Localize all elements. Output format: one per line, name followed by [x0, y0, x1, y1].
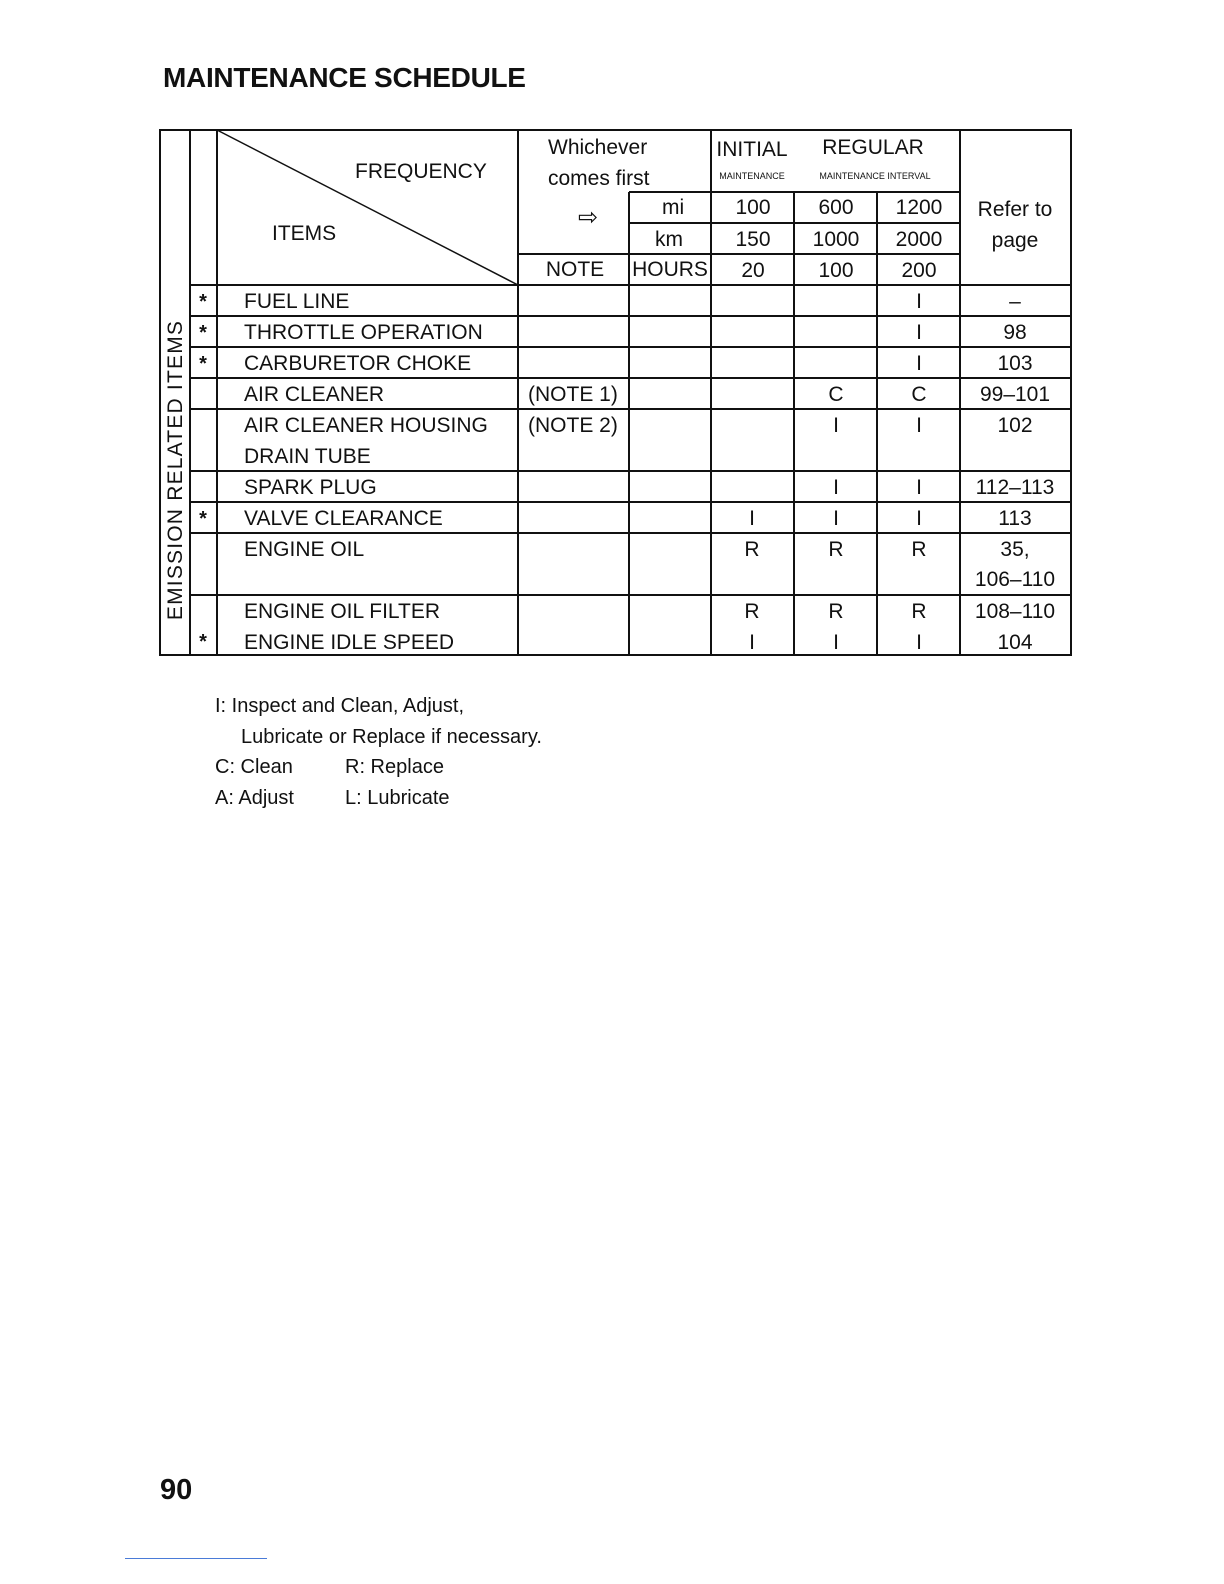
row-page: 102 [997, 414, 1033, 437]
mi-regular-2: 1200 [895, 196, 943, 219]
row-star: * [199, 291, 207, 313]
row-initial: I [749, 631, 755, 654]
comes-first-label: comes first [548, 167, 650, 190]
initial-label: INITIAL [716, 138, 788, 161]
row-item: ENGINE OIL [244, 538, 365, 561]
row-regular-1: I [833, 631, 839, 654]
row-page: 35, [1000, 538, 1030, 561]
row-star: * [199, 631, 207, 653]
row-page: 113 [998, 507, 1032, 530]
unit-mi: mi [662, 196, 685, 219]
hours-regular-1: 100 [818, 259, 854, 282]
row-item: AIR CLEANER [244, 383, 385, 406]
km-initial: 150 [735, 228, 771, 251]
row-regular-1: I [833, 476, 839, 499]
row-item: CARBURETOR CHOKE [244, 352, 472, 375]
row-note: (NOTE 1) [528, 383, 618, 406]
row-initial: I [749, 507, 755, 530]
page-label: page [991, 229, 1039, 252]
row-page: 98 [1003, 321, 1027, 344]
legend-inspect: I: Inspect and Clean, Adjust, [215, 695, 465, 717]
items-label: ITEMS [272, 222, 337, 245]
row-regular-1: R [828, 600, 844, 623]
page-number: 90 [160, 1474, 193, 1506]
hours-initial: 20 [741, 259, 765, 282]
row-page-line2: 106–110 [974, 568, 1056, 591]
section-label: EMISSION RELATED ITEMS [164, 319, 187, 621]
unit-km: km [655, 228, 683, 251]
legend-lubricate: L: Lubricate [345, 787, 450, 809]
legend-replace: R: Replace [345, 756, 444, 778]
frequency-label: FREQUENCY [355, 160, 487, 183]
row-regular-1: C [828, 383, 844, 406]
row-regular-2: I [916, 352, 922, 375]
row-regular-1: I [833, 507, 839, 530]
row-regular-2: I [916, 631, 922, 654]
arrow-right-icon: ⇨ [577, 204, 599, 231]
km-regular-2: 2000 [895, 228, 943, 251]
refer-label: Refer to [977, 198, 1053, 221]
hours-regular-2: 200 [901, 259, 937, 282]
row-star: * [199, 322, 207, 344]
row-regular-2: R [911, 538, 927, 561]
row-star: * [199, 508, 207, 530]
row-note: (NOTE 2) [528, 414, 618, 437]
regular-sub-label: MAINTENANCE INTERVAL [819, 171, 931, 181]
unit-hours: HOURS [632, 258, 708, 281]
row-item: AIR CLEANER HOUSING [244, 414, 488, 437]
mi-initial: 100 [735, 196, 771, 219]
row-page: – [1009, 290, 1021, 313]
initial-sub-label: MAINTENANCE [719, 171, 785, 181]
row-regular-2: I [916, 476, 922, 499]
row-regular-1: I [833, 414, 839, 437]
row-item: ENGINE OIL FILTER [244, 600, 441, 623]
row-regular-2: I [916, 414, 922, 437]
page-title: MAINTENANCE SCHEDULE [163, 62, 526, 93]
note-header: NOTE [545, 258, 605, 281]
row-page: 99–101 [979, 383, 1051, 406]
whichever-label: Whichever [548, 136, 648, 159]
row-regular-1: R [828, 538, 844, 561]
row-page: 104 [997, 631, 1033, 654]
row-regular-2: I [916, 507, 922, 530]
row-initial: R [744, 600, 760, 623]
header-diagonal [217, 130, 518, 285]
row-star: * [199, 353, 207, 375]
row-item: ENGINE IDLE SPEED [244, 631, 455, 654]
row-regular-2: C [911, 383, 927, 406]
row-initial: R [744, 538, 760, 561]
footer-divider [125, 1558, 267, 1559]
row-page: 108–110 [974, 600, 1056, 623]
row-item: SPARK PLUG [244, 476, 377, 499]
row-item: VALVE CLEARANCE [244, 507, 443, 530]
row-page: 112–113 [975, 476, 1055, 499]
mi-regular-1: 600 [818, 196, 854, 219]
legend-clean: C: Clean [215, 756, 293, 778]
row-item: FUEL LINE [244, 290, 350, 313]
row-regular-2: R [911, 600, 927, 623]
legend-adjust: A: Adjust [215, 787, 294, 809]
row-regular-2: I [916, 321, 922, 344]
row-item: THROTTLE OPERATION [244, 321, 483, 344]
legend-inspect-cont: Lubricate or Replace if necessary. [241, 726, 542, 748]
row-item-line2: DRAIN TUBE [244, 445, 371, 468]
regular-label: REGULAR [822, 136, 924, 159]
row-regular-2: I [916, 290, 922, 313]
row-page: 103 [997, 352, 1033, 375]
km-regular-1: 1000 [812, 228, 860, 251]
